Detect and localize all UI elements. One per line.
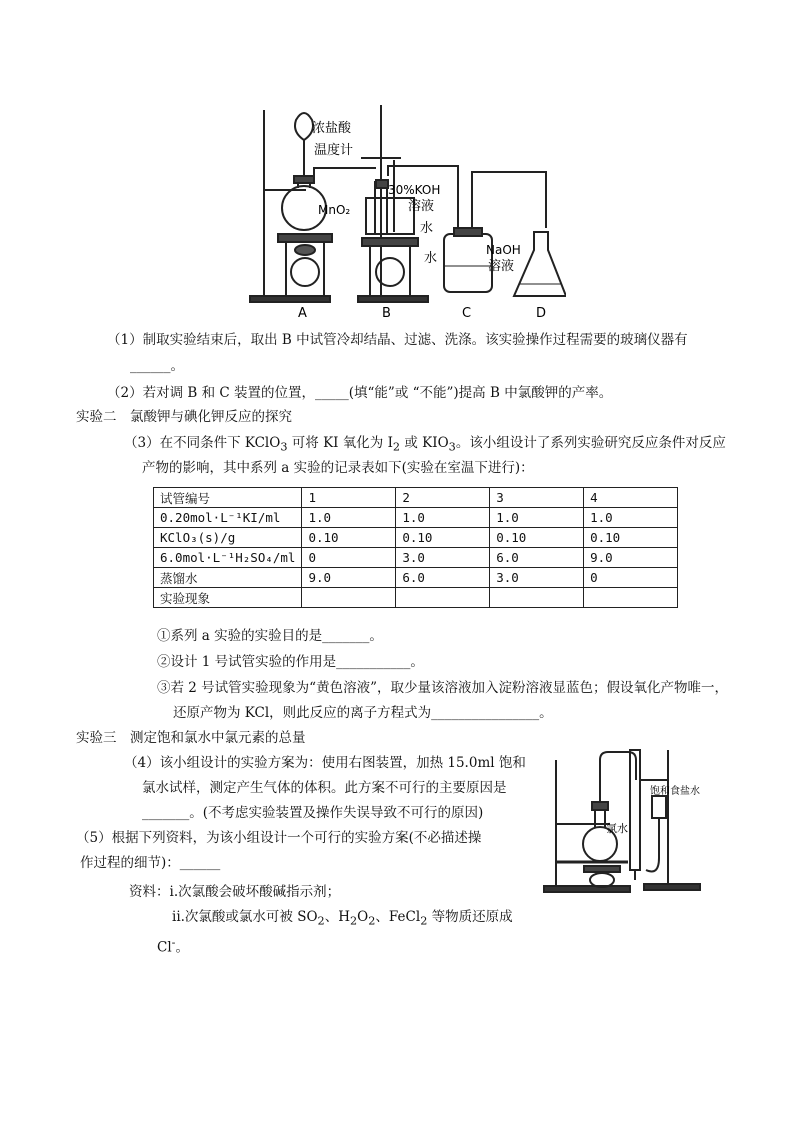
info-line-2: ii.次氯酸或氯水可被 $SO_2$、$H_2O_2$、FeCl$_2$ 等物质还原成 bbox=[172, 909, 513, 928]
info-line-1: 资料：i.次氯酸会破坏酸碱指示剂； bbox=[129, 884, 341, 900]
table-row bbox=[154, 548, 678, 568]
question-5-line-2: 作过程的细节)：______ bbox=[80, 855, 221, 871]
question-1: （1）制取实验结束后，取出 B 中试管冷却结晶、过滤、洗涤。该实验操作过程需要的玻璃仪器有 bbox=[107, 332, 688, 348]
question-3-line-1: （3）在不同条件下 KClO$_3$ 可将 KI 氧化为 $I_2$ 或 $KIO_3$。该小组设计了系列实验研究反应条件对反应 bbox=[124, 435, 726, 454]
label-koh-solution: 溶液 bbox=[408, 199, 435, 214]
experiment-3-title: 实验三 测定饱和氯水中氯元素的总量 bbox=[76, 730, 306, 746]
table-cell: 6.0 bbox=[490, 548, 584, 568]
table-cell: 3.0 bbox=[396, 548, 490, 568]
table-cell bbox=[584, 588, 678, 608]
question-4-line-3: _______。(不考虑实验装置及操作失误导致不可行的原因) bbox=[142, 805, 484, 821]
label-water-c: 水 bbox=[424, 251, 438, 266]
table-cell: 蒸馏水 bbox=[154, 568, 302, 588]
table-cell: 1.0 bbox=[302, 508, 396, 528]
label-chlorine-water: 氯水 bbox=[606, 822, 628, 835]
table-cell: 2 bbox=[396, 488, 490, 508]
label-water-b: 水 bbox=[420, 221, 434, 236]
table-cell: 0.10 bbox=[302, 528, 396, 548]
table-cell: 实验现象 bbox=[154, 588, 302, 608]
question-3-sub-3: ③若 2 号试管实验现象为“黄色溶液”，取少量该溶液加入淀粉溶液显蓝色；假设氧化产物唯一， bbox=[157, 680, 728, 696]
table-cell: 0.10 bbox=[396, 528, 490, 548]
experiment-2-title: 实验二 氯酸钾与碘化钾反应的探究 bbox=[76, 409, 292, 425]
label-b: B bbox=[382, 306, 391, 320]
table-cell: 6.0mol·L⁻¹H₂SO₄/ml bbox=[154, 548, 302, 568]
table-cell: 0.10 bbox=[584, 528, 678, 548]
question-3-sub-1: ①系列 a 实验的实验目的是_______。 bbox=[157, 628, 383, 644]
table-cell: 1.0 bbox=[490, 508, 584, 528]
table-cell: 6.0 bbox=[396, 568, 490, 588]
label-a: A bbox=[298, 306, 307, 320]
table-cell: 9.0 bbox=[302, 568, 396, 588]
label-d: D bbox=[536, 306, 547, 320]
table-cell: 0 bbox=[584, 568, 678, 588]
label-naoh: NaOH bbox=[486, 243, 521, 257]
table-cell: 4 bbox=[584, 488, 678, 508]
table-cell: 1.0 bbox=[396, 508, 490, 528]
table-cell bbox=[302, 588, 396, 608]
table-header-row bbox=[154, 488, 678, 508]
question-3-sub-3-cont: 还原产物为 KCl，则此反应的离子方程式为________________。 bbox=[173, 705, 553, 721]
table-cell: 0.10 bbox=[490, 528, 584, 548]
table-cell: 9.0 bbox=[584, 548, 678, 568]
label-thermometer: 温度计 bbox=[314, 143, 354, 158]
table-cell: KClO₃(s)/g bbox=[154, 528, 302, 548]
apparatus-figure-top bbox=[236, 100, 566, 320]
question-3-sub-2: ②设计 1 号试管实验的作用是___________。 bbox=[157, 654, 424, 670]
label-koh: 30%KOH bbox=[388, 183, 441, 197]
question-1-blank: ______。 bbox=[130, 358, 184, 374]
table-cell: 0 bbox=[302, 548, 396, 568]
table-row bbox=[154, 528, 678, 548]
table-cell: 1.0 bbox=[584, 508, 678, 528]
table-row bbox=[154, 568, 678, 588]
table-cell: 3.0 bbox=[490, 568, 584, 588]
question-5-line-1: （5）根据下列资料，为该小组设计一个可行的实验方案(不必描述操 bbox=[76, 830, 482, 846]
table-cell bbox=[396, 588, 490, 608]
table-row bbox=[154, 588, 678, 608]
label-mno2: MnO₂ bbox=[318, 203, 351, 217]
table-cell: 试管编号 bbox=[154, 488, 302, 508]
question-2: （2）若对调 B 和 C 装置的位置，_____(填“能”或 “不能”)提高 B 中氯酸钾的产率。 bbox=[107, 385, 613, 401]
label-hcl: 浓盐酸 bbox=[312, 121, 352, 136]
question-3-line-2: 产物的影响，其中系列 a 实验的记录表如下(实验在室温下进行)： bbox=[142, 460, 534, 476]
label-naoh-solution: 溶液 bbox=[488, 259, 515, 274]
table-cell bbox=[490, 588, 584, 608]
question-4-line-1: （4）该小组设计的实验方案为：使用右图装置，加热 15.0ml 饱和 bbox=[124, 755, 526, 771]
label-saturated-brine: 饱和食盐水 bbox=[650, 786, 700, 797]
table-row bbox=[154, 508, 678, 528]
table-cell: 3 bbox=[490, 488, 584, 508]
label-c: C bbox=[462, 306, 472, 320]
question-4-line-2: 氯水试样，测定产生气体的体积。此方案不可行的主要原因是 bbox=[142, 780, 507, 796]
apparatus-figure-right bbox=[540, 740, 720, 900]
experiment-table bbox=[153, 487, 678, 608]
table-cell: 1 bbox=[302, 488, 396, 508]
table-cell: 0.20mol·L⁻¹KI/ml bbox=[154, 508, 302, 528]
info-line-3: Cl-。 bbox=[157, 936, 189, 956]
